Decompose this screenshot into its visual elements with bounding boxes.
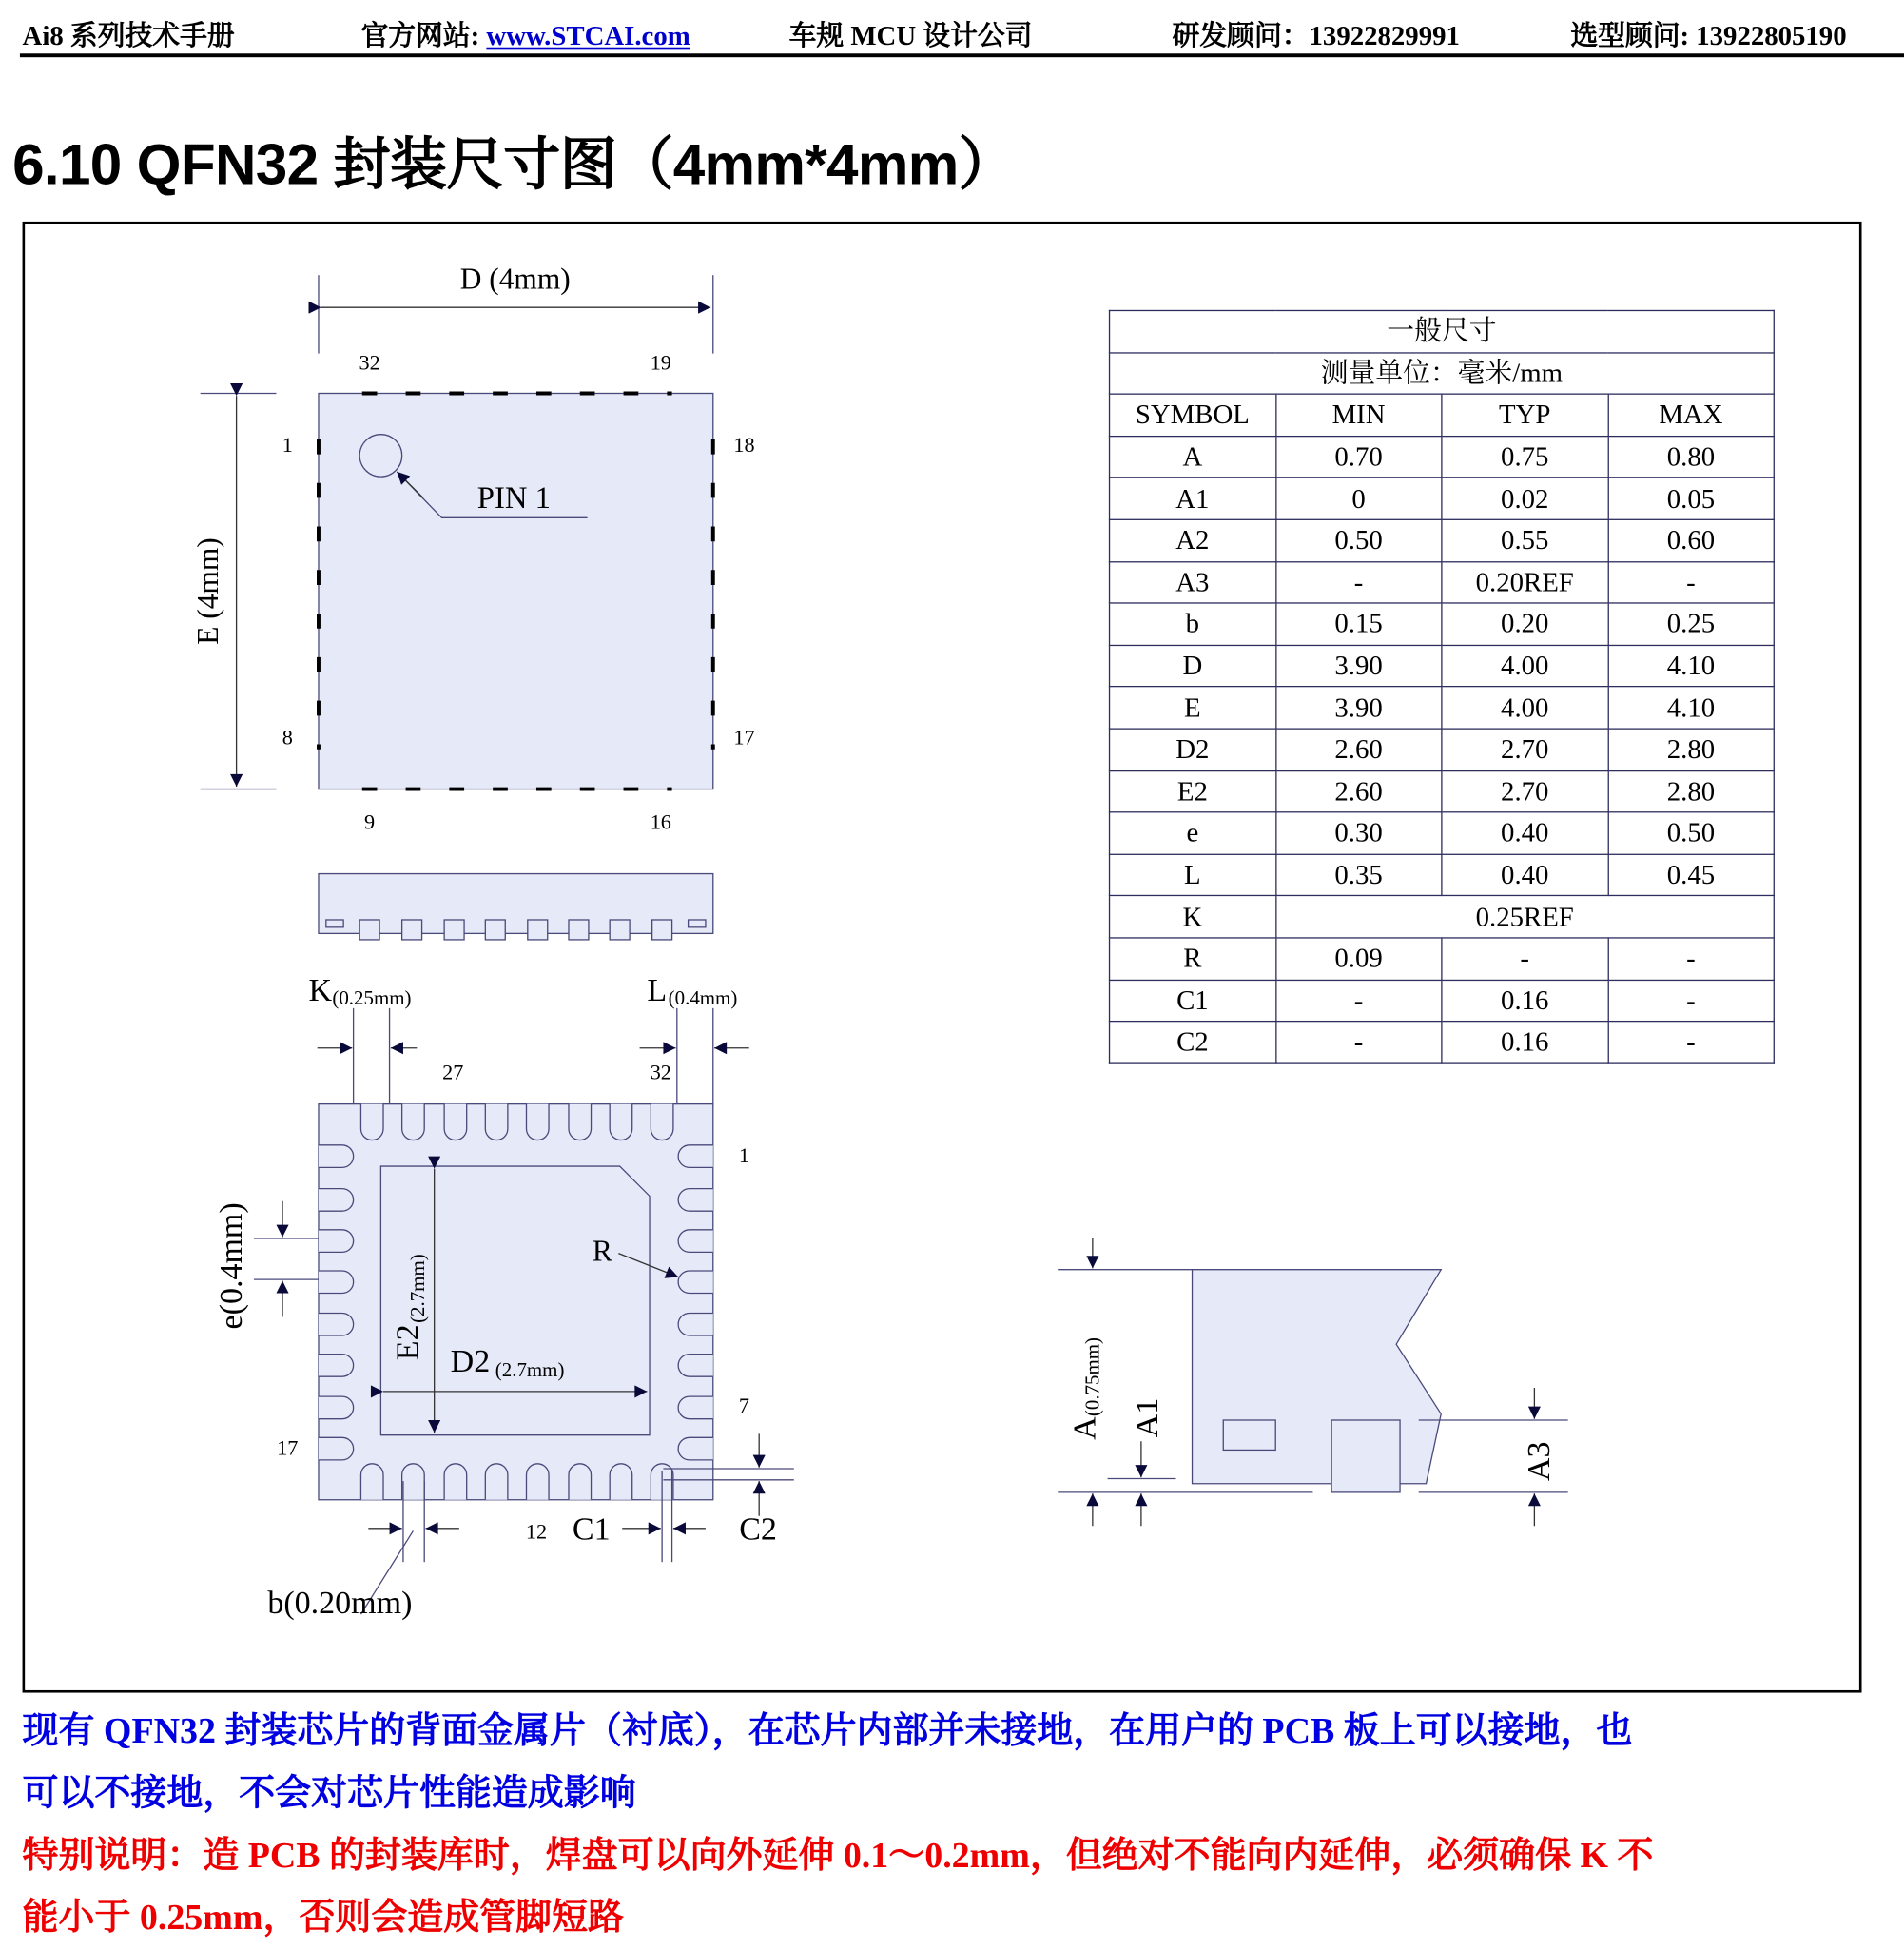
cell-symbol: R [1110, 938, 1276, 980]
cell-typ: 2.70 [1442, 770, 1608, 812]
cell-min: 0.15 [1275, 603, 1442, 645]
cell-max: - [1608, 980, 1775, 1022]
cell-symbol: K [1110, 896, 1276, 938]
cell-min: 3.90 [1275, 645, 1442, 687]
cell-typ: 0.16 [1442, 980, 1608, 1022]
cell-max: 0.60 [1608, 519, 1775, 561]
cell-max: 0.45 [1608, 854, 1775, 896]
l-sub: (0.4mm) [668, 985, 738, 1009]
table-row [1110, 1022, 1775, 1063]
pin-label-16: 16 [650, 809, 671, 834]
table-row [1110, 980, 1775, 1022]
cell-max: 2.80 [1608, 729, 1775, 770]
cell-min: - [1275, 561, 1442, 603]
cell-min: 2.60 [1275, 729, 1442, 770]
cell-max: - [1608, 938, 1775, 980]
col-symbol: SYMBOL [1110, 394, 1276, 436]
table-row [1110, 812, 1775, 854]
pin1-label: PIN 1 [476, 480, 552, 516]
cell-min: 0.30 [1275, 812, 1442, 854]
pin-label-19: 19 [650, 350, 671, 375]
cell-symbol: E2 [1110, 770, 1276, 812]
manual-name: Ai8 系列技术手册 [22, 19, 235, 51]
cell-symbol: E [1110, 687, 1276, 729]
col-max: MAX [1608, 394, 1775, 436]
table-row [1110, 729, 1775, 770]
e-pitch-label: e(0.4mm) [213, 1202, 249, 1330]
note-substrate-line1: 现有 QFN32 封装芯片的背面金属片（衬底），在芯片内部并未接地，在用户的 PCB 板上可以接地，也 [22, 1711, 1633, 1752]
cell-symbol: C1 [1110, 980, 1276, 1022]
l-label: L [647, 973, 668, 1009]
dim-e-label: E (4mm) [190, 537, 224, 645]
pin-label-32b: 32 [650, 1060, 671, 1084]
cell-typ: 0.16 [1442, 1022, 1608, 1063]
cell-min: 0.50 [1275, 519, 1442, 561]
pin-label-17: 17 [733, 725, 755, 750]
cell-typ: 0.75 [1442, 436, 1608, 478]
cell-min: 0 [1275, 478, 1442, 519]
cell-symbol: A1 [1110, 478, 1276, 519]
website-link[interactable]: www.STCAI.com [486, 19, 690, 51]
table-row [1110, 938, 1775, 980]
cell-symbol: L [1110, 854, 1276, 896]
table-row [1110, 770, 1775, 812]
dimension-table [1109, 310, 1775, 1064]
company-tagline: 车规 MCU 设计公司 [788, 19, 1033, 51]
c2-label: C2 [739, 1511, 777, 1548]
table-row [1110, 645, 1775, 687]
d2-label: D2 [450, 1343, 491, 1379]
pin-label-18: 18 [733, 432, 755, 457]
pin-label-7: 7 [738, 1394, 750, 1418]
cell-typ: 0.40 [1442, 854, 1608, 896]
cell-max: 0.50 [1608, 812, 1775, 854]
cell-symbol: D [1110, 645, 1276, 687]
table-unit: 测量单位：毫米/mm [1110, 352, 1775, 394]
cell-symbol: A2 [1110, 519, 1276, 561]
cell-symbol: e [1110, 812, 1276, 854]
cell-symbol: A3 [1110, 561, 1276, 603]
pin-label-27: 27 [442, 1060, 464, 1084]
table-row [1110, 561, 1775, 603]
cell-min: 0.70 [1275, 436, 1442, 478]
pin-label-1b: 1 [738, 1143, 750, 1168]
k-label: K [308, 973, 333, 1009]
cell-merged: 0.25REF [1275, 896, 1774, 938]
cell-symbol: b [1110, 603, 1276, 645]
cell-typ: 4.00 [1442, 645, 1608, 687]
cell-typ: 0.55 [1442, 519, 1608, 561]
b-label: b(0.20mm) [267, 1585, 413, 1621]
cell-typ: - [1442, 938, 1608, 980]
side-view [319, 874, 713, 940]
table-row [1110, 436, 1775, 478]
cell-typ: 0.02 [1442, 478, 1608, 519]
cell-min: - [1275, 1022, 1442, 1063]
cell-min: 3.90 [1275, 687, 1442, 729]
cell-min: - [1275, 980, 1442, 1022]
a-sub: (0.75mm) [1080, 1336, 1104, 1417]
cell-typ: 2.70 [1442, 729, 1608, 770]
pin-label-17b: 17 [277, 1435, 299, 1460]
col-typ: TYP [1442, 394, 1608, 436]
table-row [1110, 478, 1775, 519]
cell-max: 0.05 [1608, 478, 1775, 519]
table-title: 一般尺寸 [1110, 310, 1775, 352]
pin-label-32: 32 [359, 350, 380, 375]
cell-symbol: C2 [1110, 1022, 1276, 1063]
cell-typ: 0.40 [1442, 812, 1608, 854]
cell-min: 2.60 [1275, 770, 1442, 812]
cell-max: - [1608, 1022, 1775, 1063]
cell-typ: 0.20REF [1442, 561, 1608, 603]
pin-label-8: 8 [282, 725, 293, 750]
note-substrate-line2: 可以不接地，不会对芯片性能造成影响 [22, 1773, 636, 1814]
cell-symbol: D2 [1110, 729, 1276, 770]
pin-label-9: 9 [364, 809, 376, 834]
cell-max: - [1608, 561, 1775, 603]
pin-label-12: 12 [525, 1519, 548, 1544]
cell-min: 0.35 [1275, 854, 1442, 896]
cell-max: 2.80 [1608, 770, 1775, 812]
cell-max: 0.25 [1608, 603, 1775, 645]
e2-sub: (2.7mm) [406, 1254, 430, 1323]
col-min: MIN [1275, 394, 1442, 436]
dim-d-label: D (4mm) [459, 262, 571, 296]
a3-label: A3 [1522, 1441, 1558, 1482]
a1-label: A1 [1129, 1397, 1165, 1438]
sales-contact: 选型顾问: 13922805190 [1570, 19, 1847, 51]
table-row [1110, 854, 1775, 896]
cell-max: 4.10 [1608, 645, 1775, 687]
note-pcb-line1: 特别说明：造 PCB 的封装库时，焊盘可以向外延伸 0.1～0.2mm，但绝对不能向内延伸，必须确保 K 不 [22, 1836, 1654, 1876]
page-title: 6.10 QFN32 封装尺寸图（4mm*4mm） [12, 131, 1016, 197]
website-label: 官方网站: [360, 19, 487, 51]
e2-label: E2 [390, 1324, 426, 1361]
c1-label: C1 [572, 1511, 611, 1548]
top-view [191, 263, 755, 834]
cell-max: 4.10 [1608, 687, 1775, 729]
table-header-row [1110, 394, 1775, 436]
r-label: R [592, 1234, 612, 1268]
table-row [1110, 603, 1775, 645]
note-pcb-line2: 能小于 0.25mm，否则会造成管脚短路 [22, 1898, 624, 1939]
pin-label-1: 1 [282, 432, 293, 457]
table-row [1110, 519, 1775, 561]
bottom-view [214, 973, 794, 1621]
rd-contact: 研发顾问：13922829991 [1172, 19, 1460, 51]
cell-symbol: A [1110, 436, 1276, 478]
k-sub: (0.25mm) [332, 985, 412, 1009]
table-row [1110, 687, 1775, 729]
cell-max: 0.80 [1608, 436, 1775, 478]
table-row [1110, 896, 1775, 938]
a-label: A [1067, 1416, 1103, 1440]
cell-typ: 4.00 [1442, 687, 1608, 729]
cell-min: 0.09 [1275, 938, 1442, 980]
section-view [1058, 1238, 1567, 1526]
d2-sub: (2.7mm) [495, 1358, 565, 1382]
cell-typ: 0.20 [1442, 603, 1608, 645]
